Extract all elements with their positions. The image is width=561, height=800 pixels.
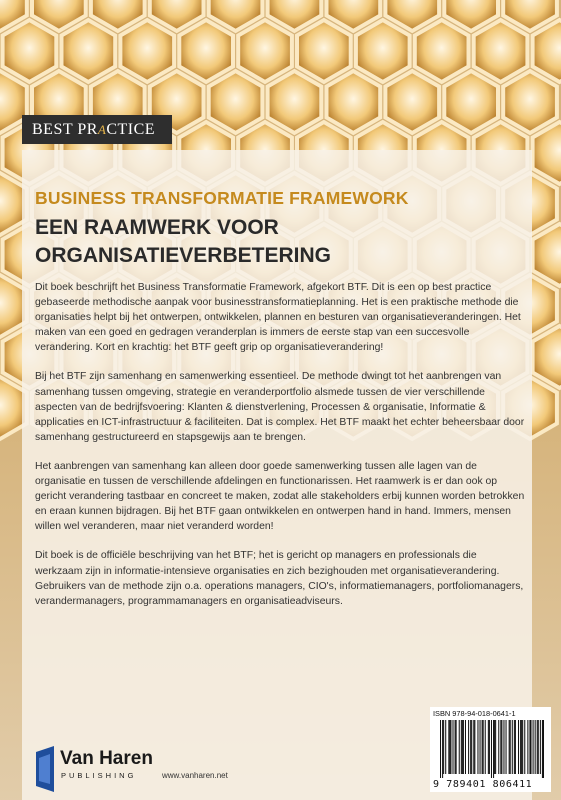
barcode-bar bbox=[461, 720, 462, 774]
paragraph-4: Dit boek is de officiële beschrijving van het BTF; het is gericht op managers en professionals die werkzaam zijn in informatie-intensieve organisaties en zich bezighouden met organisatieverandering. Gebruikers van de methode zijn o.a. operations managers, CIO's, informatiemanagers, portfoliomanagers, verandermanagers, programmamanagers en organisatieadviseurs. bbox=[35, 550, 524, 607]
barcode-bar bbox=[527, 720, 528, 774]
barcode-bar bbox=[524, 720, 525, 774]
barcode-bar bbox=[530, 720, 531, 774]
paragraph-2: Bij het BTF zijn samenhang en samenwerking essentieel. De methode dwingt tot het aanbrengen van samenhang tussen omgeving, strategie en veranderportfolio alsmede tussen de vier verschillende aspecten van de bedrijfsvoering: Klanten & dienstverlening, Processen & organisatie, Informatie & applicaties en ICT-infrastructuur & faciliteiten. Dat is complex. Het BTF maakt het echter beheersbaar door samenhang gestructureerd en stapsgewijs aan te brengen. bbox=[35, 371, 525, 443]
barcode-bar bbox=[493, 720, 494, 778]
barcode-bar bbox=[485, 720, 486, 774]
barcode-bar bbox=[543, 720, 544, 778]
publisher-url[interactable]: www.vanharen.net bbox=[162, 771, 228, 780]
honeycomb-cell bbox=[415, 20, 469, 82]
honeycomb-cell bbox=[503, 71, 557, 133]
honeycomb-cell bbox=[3, 20, 57, 82]
barcode-icon bbox=[440, 720, 544, 778]
honeycomb-cell bbox=[297, 20, 351, 82]
series-label-text: BEST PRACTICE bbox=[32, 120, 156, 138]
barcode-bar bbox=[515, 720, 516, 774]
barcode-bar bbox=[462, 720, 463, 774]
barcode-bar bbox=[494, 720, 495, 774]
honeycomb-cell bbox=[385, 71, 439, 133]
barcode-bar bbox=[488, 720, 489, 774]
barcode-digits: 9 789401 806411 bbox=[433, 779, 533, 790]
barcode-bar bbox=[518, 720, 519, 774]
barcode-bar bbox=[495, 720, 496, 774]
barcode-bar bbox=[448, 720, 449, 774]
barcode-bar bbox=[540, 720, 541, 774]
back-cover-text bbox=[35, 280, 525, 623]
barcode-bars bbox=[440, 720, 544, 778]
barcode-bar bbox=[455, 720, 456, 774]
barcode-bar bbox=[503, 720, 504, 774]
barcode-bar bbox=[459, 720, 460, 774]
book-title: BUSINESS TRANSFORMATIE FRAMEWORK bbox=[35, 188, 409, 208]
publisher-sub: PUBLISHING bbox=[61, 771, 137, 780]
honeycomb-cell bbox=[238, 20, 292, 82]
barcode-bar bbox=[506, 720, 507, 774]
barcode-bar bbox=[537, 720, 538, 774]
honeycomb-cell bbox=[179, 20, 233, 82]
barcode-bar bbox=[470, 720, 471, 774]
honeycomb-cell bbox=[268, 71, 322, 133]
barcode-bar bbox=[440, 720, 441, 778]
barcode-bar bbox=[512, 720, 513, 774]
barcode-bar bbox=[509, 720, 510, 774]
barcode-bar bbox=[535, 720, 536, 774]
barcode-bar bbox=[465, 720, 466, 774]
barcode-bar bbox=[529, 720, 530, 774]
barcode-bar bbox=[498, 720, 499, 774]
barcode-bar bbox=[473, 720, 474, 774]
series-label bbox=[22, 115, 172, 144]
barcode-bar bbox=[463, 720, 464, 774]
isbn-label: ISBN 978-94-018-0641-1 bbox=[433, 709, 516, 718]
paragraph-3: Het aanbrengen van samenhang kan alleen door goede samenwerking tussen alle lagen van de organisatie en tussen de verschillende afdelingen en functionarissen. Het raamwerk is er dan ook op gericht verandering tastbaar en concreet te maken, zodat alle stakeholders erbij kunnen worden betrokken en eraan kunnen bijdragen. Bij het BTF gaan ontwikkelen en ontwerpen hand in hand. Immers, mensen willen wel veranderen, maar niet veranderd worden! bbox=[35, 460, 525, 533]
barcode-bar bbox=[449, 720, 450, 774]
barcode-bar bbox=[483, 720, 484, 774]
barcode-bar bbox=[501, 720, 502, 774]
honeycomb-cell bbox=[356, 20, 410, 82]
barcode-bar bbox=[500, 720, 501, 774]
barcode-bar bbox=[491, 720, 492, 778]
barcode-bar bbox=[520, 720, 521, 774]
barcode-bar bbox=[442, 720, 443, 778]
barcode-bar bbox=[514, 720, 515, 774]
barcode-bar bbox=[477, 720, 478, 774]
barcode-bar bbox=[471, 720, 472, 774]
honeycomb-cell bbox=[209, 71, 263, 133]
book-subtitle: EEN RAAMWERK VOOR ORGANISATIEVERBETERING bbox=[35, 216, 331, 267]
barcode-bar bbox=[542, 720, 543, 778]
honeycomb-cell bbox=[62, 20, 116, 82]
barcode-bar bbox=[489, 720, 490, 774]
barcode-bar bbox=[510, 720, 511, 774]
barcode-bar bbox=[474, 720, 475, 774]
barcode-bar bbox=[445, 720, 446, 774]
barcode-bar bbox=[533, 720, 534, 774]
honeycomb-cell bbox=[327, 71, 381, 133]
honeycomb-cell bbox=[474, 20, 528, 82]
barcode-bar bbox=[456, 720, 457, 774]
barcode-bar bbox=[538, 720, 539, 774]
barcode-bar bbox=[482, 720, 483, 774]
barcode-bar bbox=[480, 720, 481, 774]
publisher-name: Van Haren bbox=[60, 748, 153, 769]
paragraph-1: Dit boek beschrijft het Business Transformatie Framework, afgekort BTF. Dit is een op best practice gebaseerde methodische aanpak voor businesstransformatieplanning. Het is een praktische methode die organisaties helpt bij het ontwerpen, ontwikkelen, plannen en besturen van organisatieveranderingen. Het maken van een goed en gedragen veranderplan is immers de eerste stap van een succesvolle verandering. Kort en krachtig: het BTF geeft grip op organisatieverandering! bbox=[35, 282, 521, 354]
honeycomb-cell bbox=[120, 20, 174, 82]
barcode-bar bbox=[521, 720, 522, 774]
barcode-bar bbox=[522, 720, 523, 774]
barcode-bar bbox=[452, 720, 453, 774]
barcode-bar bbox=[468, 720, 469, 774]
honeycomb-cell bbox=[444, 71, 498, 133]
barcode-bar bbox=[443, 720, 444, 774]
barcode-bar bbox=[450, 720, 451, 774]
